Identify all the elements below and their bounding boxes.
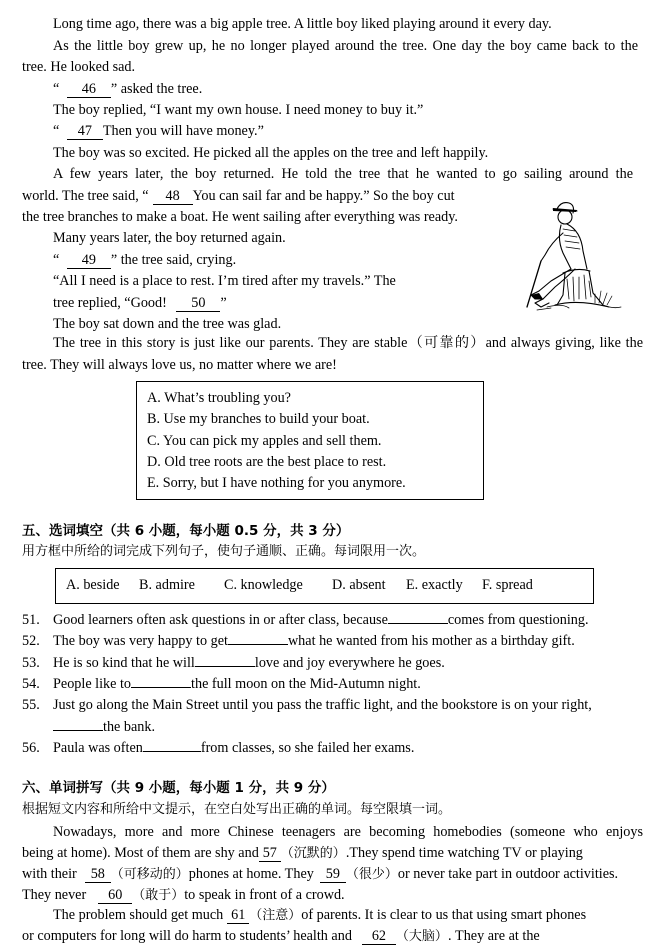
option-d: D. Old tree roots are the best place to rest. (147, 454, 387, 470)
open-quote: “ (53, 252, 60, 268)
question-51 (22, 610, 589, 630)
question-text: People like to (53, 676, 132, 692)
option-e: E. Sorry, but I have nothing for you anymore. (147, 475, 406, 491)
section-6-title: 六、单词拼写（共 9 小题，每小题 1 分，共 9 分） (22, 780, 335, 796)
hint-62: （大脑） (395, 929, 448, 944)
blank-50[interactable]: 50 (176, 295, 220, 312)
question-text: love and joy everywhere he goes. (254, 655, 445, 671)
option-c: C. You can pick my apples and sell them. (147, 433, 382, 449)
q48-pre: world. The tree said, “ (22, 188, 149, 204)
question-text: Good learners often ask questions in or after class, because (53, 612, 388, 628)
story-paragraph-9-line-1: The tree in this story is just like our parents. They are stable（可靠的）and always giving, like the (53, 335, 643, 351)
story-paragraph-8: The boy sat down and the tree was glad. (53, 316, 282, 332)
word-option-e: E. exactly (406, 577, 463, 593)
boy-on-stump-illustration (517, 195, 627, 315)
hint-60: （敢于） (132, 888, 185, 903)
passage-text: of parents. It is clear to us that using smart phones (301, 907, 587, 923)
answer-blank-59[interactable]: 59 (320, 866, 346, 883)
blank-46[interactable]: 46 (67, 81, 111, 98)
passage-text: or computers for long will do harm to students’ health and (22, 928, 352, 944)
answer-blank-55[interactable] (53, 730, 103, 731)
hint-58: （可移动的） (110, 867, 189, 882)
passage-line-6 (22, 926, 540, 947)
answer-blank-60[interactable]: 60 (98, 887, 132, 904)
question-number: 53. (22, 655, 40, 671)
question-text: Paula was often (53, 740, 143, 756)
word-option-c: C. knowledge (224, 577, 303, 593)
question-text: from classes, so she failed her exams. (200, 740, 415, 756)
q49-rest: ” the tree said, crying. (110, 252, 237, 268)
answer-blank-56[interactable] (143, 751, 201, 752)
blank-48[interactable]: 48 (153, 188, 193, 205)
passage-text: being at home). Most of them are shy and (22, 845, 259, 861)
hint-57: （沉默的） (280, 846, 346, 861)
story-line-q49 (53, 250, 236, 270)
question-number: 56. (22, 740, 40, 756)
hint-61: （注意） (249, 908, 302, 923)
answer-blank-53[interactable] (195, 666, 255, 667)
question-text: Just go along the Main Street until you pass the traffic light, and the bookstore is on your right, (53, 697, 592, 713)
blank-49[interactable]: 49 (67, 252, 111, 269)
answer-blank-54[interactable] (131, 687, 191, 688)
passage-line-2 (22, 843, 583, 864)
open-quote: “ (53, 81, 60, 97)
q50-post: ” (220, 295, 227, 311)
question-number: 54. (22, 676, 40, 692)
question-number: 55. (22, 697, 40, 713)
question-55-continuation (53, 717, 155, 737)
passage-text: phones at home. They (188, 866, 314, 882)
passage-text: . They are at the (447, 928, 540, 944)
passage-text: They never (22, 887, 87, 903)
q48-post: You can sail far and be happy.” So the boy cut (192, 188, 455, 204)
question-56 (22, 738, 414, 758)
word-option-d: D. absent (332, 577, 386, 593)
story-line-q50 (53, 293, 227, 313)
story-paragraph-5-line-1: A few years later, the boy returned. He told the tree that he wanted to go sailing around the (53, 166, 633, 182)
answer-blank-57[interactable]: 57 (259, 845, 281, 862)
answer-blank-58[interactable]: 58 (85, 866, 111, 883)
passage-text: .They spend time watching TV or playing (345, 845, 583, 861)
hint-59: （很少） (345, 867, 398, 882)
story-line-q48 (22, 186, 455, 206)
story-paragraph-2-line-1: As the little boy grew up, he no longer played around the tree. One day the boy came back to the (53, 38, 638, 54)
passage-text: The problem should get much (53, 907, 224, 923)
answer-blank-51[interactable] (388, 623, 448, 624)
options-box (136, 381, 484, 500)
passage-text: with their (22, 866, 77, 882)
option-a: A. What’s troubling you? (147, 390, 291, 406)
question-number: 52. (22, 633, 40, 649)
question-55 (22, 695, 592, 715)
story-paragraph-9-line-2: tree. They will always love us, no matter where we are! (22, 357, 337, 373)
passage-text: to speak in front of a crowd. (184, 887, 345, 903)
blank-47[interactable]: 47 (67, 123, 103, 140)
story-line-q47 (53, 121, 264, 141)
passage-line-5 (53, 905, 586, 926)
section-6-instruction: 根据短文内容和所给中文提示，在空白处写出正确的单词。每空限填一词。 (22, 802, 452, 817)
open-quote: “ (53, 123, 60, 139)
question-text: The boy was very happy to get (53, 633, 228, 649)
question-number: 51. (22, 612, 40, 628)
story-paragraph-4: The boy was so excited. He picked all the apples on the tree and left happily. (53, 145, 489, 161)
section-5-title: 五、选词填空（共 6 小题，每小题 0.5 分，共 3 分） (22, 523, 350, 539)
q50-pre: tree replied, “Good! (53, 295, 167, 311)
question-text: comes from questioning. (447, 612, 589, 628)
section-5-instruction: 用方框中所给的词完成下列句子，使句子通顺、正确。每词限用一次。 (22, 544, 426, 559)
answer-blank-61[interactable]: 61 (227, 907, 249, 924)
passage-line-3 (22, 864, 618, 885)
word-option-a: A. beside (66, 577, 120, 593)
answer-blank-62[interactable]: 62 (362, 928, 396, 945)
q47-rest: Then you will have money.” (102, 123, 264, 139)
passage-text: or never take part in outdoor activities. (397, 866, 619, 882)
word-option-b: B. admire (139, 577, 195, 593)
word-option-f: F. spread (482, 577, 533, 593)
question-text: what he wanted from his mother as a birthday gift. (287, 633, 575, 649)
story-paragraph-7-line-1: “All I need is a place to rest. I’m tired after my travels.” The (53, 273, 396, 289)
answer-blank-52[interactable] (228, 644, 288, 645)
question-53 (22, 653, 445, 673)
story-line-q46 (53, 79, 202, 99)
question-54 (22, 674, 421, 694)
passage-line-4 (22, 885, 345, 906)
option-b: B. Use my branches to build your boat. (147, 411, 370, 427)
question-text: the bank. (103, 719, 156, 735)
question-text: He is so kind that he will (53, 655, 195, 671)
story-paragraph-6: Many years later, the boy returned again. (53, 230, 286, 246)
story-paragraph-3: The boy replied, “I want my own house. I need money to buy it.” (53, 102, 424, 118)
story-paragraph-2-line-2: tree. He looked sad. (22, 59, 136, 75)
word-bank-box (55, 568, 594, 604)
passage-line-1: Nowadays, more and more Chinese teenagers are becoming homebodies (someone who enjoys (53, 824, 643, 840)
question-52 (22, 631, 575, 651)
story-paragraph-5-line-3: the tree branches to make a boat. He went sailing after everything was ready. (22, 209, 458, 225)
question-text: the full moon on the Mid-Autumn night. (191, 676, 421, 692)
q46-rest: ” asked the tree. (110, 81, 203, 97)
story-paragraph-1: Long time ago, there was a big apple tree. A little boy liked playing around it every day. (53, 16, 552, 32)
